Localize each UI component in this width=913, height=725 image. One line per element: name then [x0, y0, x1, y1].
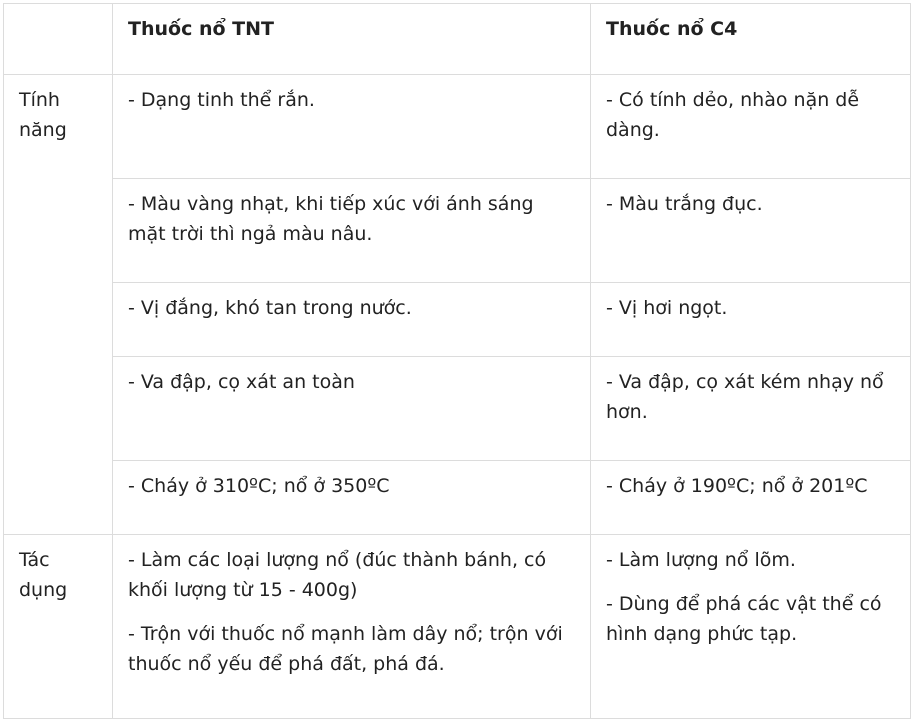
table-row	[4, 535, 911, 719]
header-c4: Thuốc nổ C4	[591, 4, 911, 75]
table-row	[4, 75, 911, 179]
cell-tnt-impact: - Va đập, cọ xát an toàn	[113, 357, 591, 461]
header-tnt: Thuốc nổ TNT	[113, 4, 591, 75]
table-row	[4, 283, 911, 357]
table-row	[4, 357, 911, 461]
cell-c4-taste: - Vị hơi ngọt.	[591, 283, 911, 357]
cell-tnt-color: - Màu vàng nhạt, khi tiếp xúc với ánh sáng mặt trời thì ngả màu nâu.	[113, 179, 591, 283]
cell-c4-impact: - Va đập, cọ xát kém nhạy nổ hơn.	[591, 357, 911, 461]
header-empty-cell	[4, 4, 113, 75]
cell-tnt-burn: - Cháy ở 310ºC; nổ ở 350ºC	[113, 461, 591, 535]
table-row	[4, 461, 911, 535]
usage-paragraph: - Làm các loại lượng nổ (đúc thành bánh, có khối lượng từ 15 - 400g)	[128, 549, 547, 601]
cell-c4-usage	[591, 535, 911, 719]
cell-c4-color: - Màu trắng đục.	[591, 179, 911, 283]
comparison-table	[3, 3, 911, 719]
cell-c4-burn: - Cháy ở 190ºC; nổ ở 201ºC	[591, 461, 911, 535]
table-row	[4, 179, 911, 283]
usage-paragraph: - Trộn với thuốc nổ mạnh làm dây nổ; trộn với thuốc nổ yếu để phá đất, phá đá.	[128, 623, 563, 675]
row-label-tac-dung: Tác dụng	[4, 535, 113, 719]
cell-tnt-taste: - Vị đắng, khó tan trong nước.	[113, 283, 591, 357]
cell-tnt-form: - Dạng tinh thể rắn.	[113, 75, 591, 179]
cell-c4-form: - Có tính dẻo, nhào nặn dễ dàng.	[591, 75, 911, 179]
usage-paragraph: - Làm lượng nổ lõm.	[606, 549, 796, 571]
row-label-tinh-nang: Tính năng	[4, 75, 113, 535]
cell-tnt-usage	[113, 535, 591, 719]
table-header-row	[4, 4, 911, 75]
usage-paragraph: - Dùng để phá các vật thể có hình dạng phức tạp.	[606, 593, 882, 645]
